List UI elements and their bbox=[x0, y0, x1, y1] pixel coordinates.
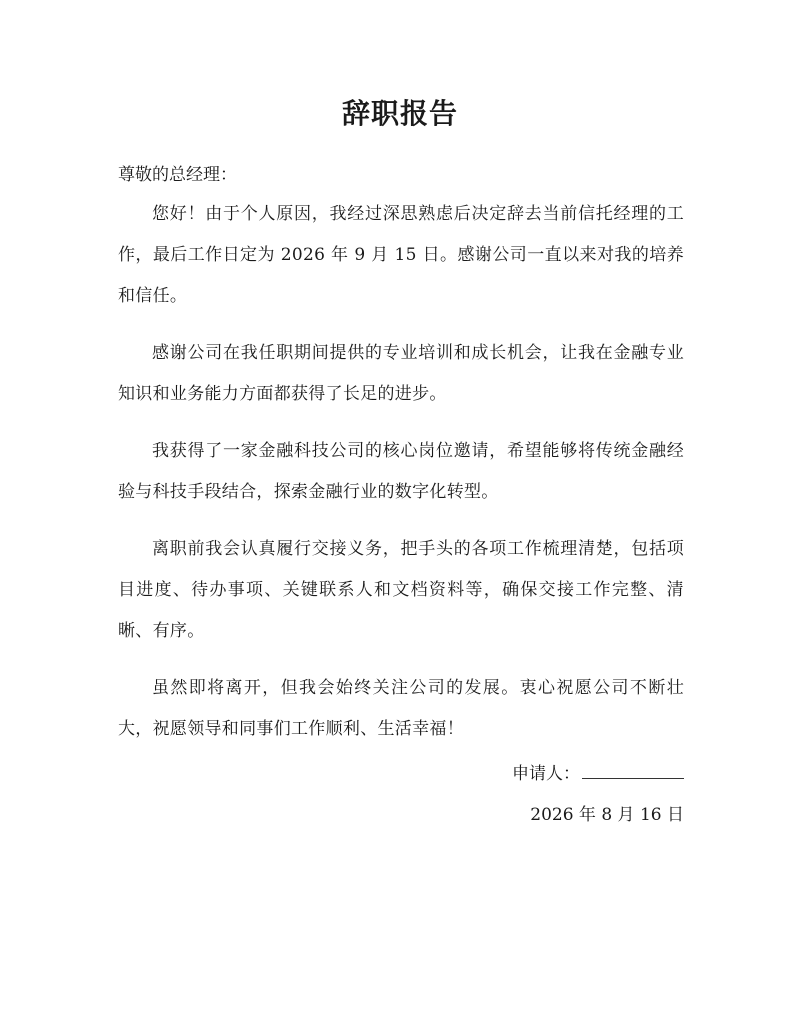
letter-date: 2026 年 8 月 16 日 bbox=[530, 805, 684, 825]
document-title: 辞职报告 bbox=[341, 97, 458, 130]
paragraph-3: 我获得了一家金融科技公司的核心岗位邀请，希望能够将传统金融经验与科技手段结合，探索金融行业的数字化转型。 bbox=[118, 441, 684, 502]
paragraph-4: 离职前我会认真履行交接义务，把手头的各项工作梳理清楚，包括项目进度、待办事项、关键联系人和文档资料等，确保交接工作完整、清晰、有序。 bbox=[118, 539, 684, 641]
signature-line bbox=[582, 760, 684, 779]
paragraph-5: 虽然即将离开，但我会始终关注公司的发展。衷心祝愿公司不断壮大，祝愿领导和同事们工作顺利、生活幸福！ bbox=[118, 678, 684, 739]
paragraph-1: 您好！由于个人原因，我经过深思熟虑后决定辞去当前信托经理的工作，最后工作日定为 2026 年 9 月 15 日。感谢公司一直以来对我的培养和信任。 bbox=[118, 204, 684, 306]
paragraph-2: 感谢公司在我任职期间提供的专业培训和成长机会，让我在金融专业知识和业务能力方面都获得了长足的进步。 bbox=[118, 343, 684, 404]
letter-body bbox=[118, 200, 684, 766]
salutation: 尊敬的总经理： bbox=[118, 165, 237, 185]
signature-block bbox=[512, 760, 684, 787]
signature-label: 申请人： bbox=[512, 764, 580, 784]
